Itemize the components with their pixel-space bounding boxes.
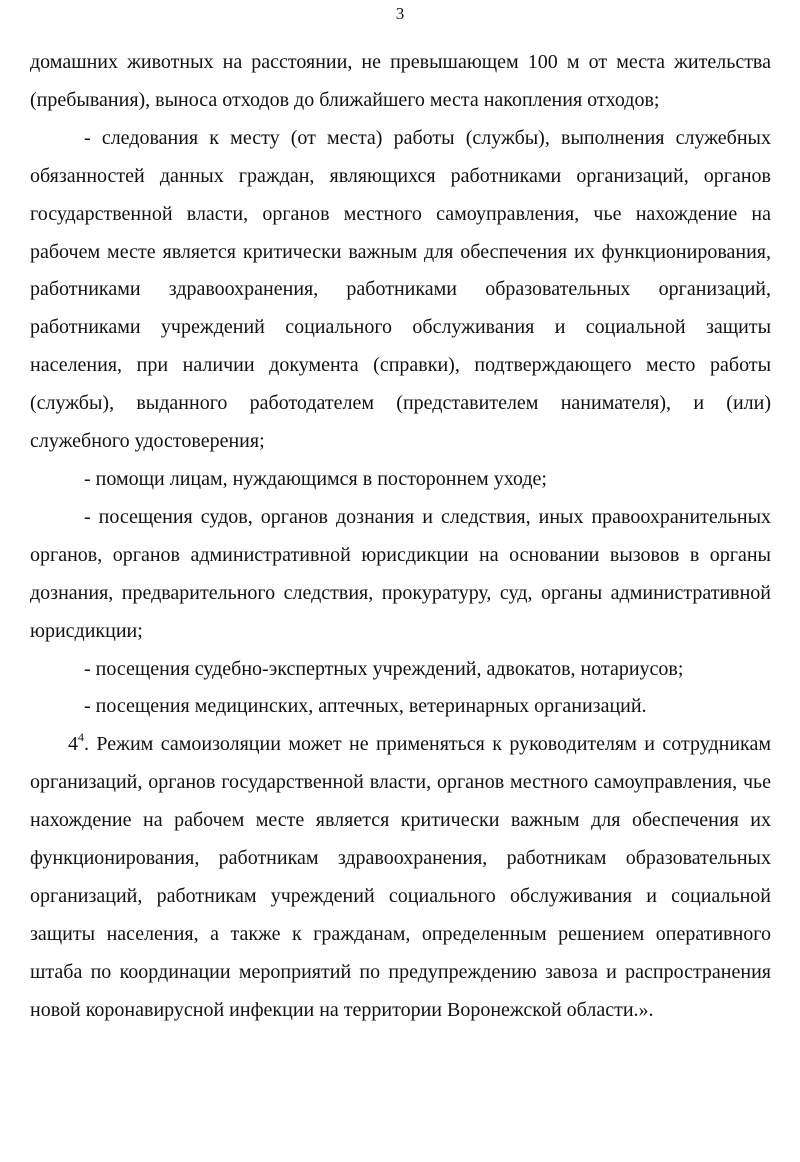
document-body [30, 44, 771, 1030]
list-item-legal-visits: - посещения судебно-экспертных учреждений, адвокатов, нотариусов; [84, 657, 684, 680]
list-item-medical-visits: - посещения медицинских, аптечных, ветеринарных организаций. [84, 695, 647, 718]
clause-superscript: 4 [78, 729, 84, 744]
list-item-work-travel: - следования к месту (от места) работы (службы), выполнения служебных обязанностей данных граждан, являющихся работниками организаций, органов государственной власти, органов местного самоуправления, чье нахождение на рабочем месте является критически важным для обеспечения их функционирования, работниками здравоохранения, работниками образовательных организаций, работниками учреждений социального обслуживания и социальной защиты населения, при наличии документа (справки), подтверждающего место работы (службы), выданного работодателем (представителем нанимателя), и (или) служебного удостоверения; [30, 126, 771, 453]
page-number: 3 [395, 4, 405, 23]
list-item-court-visits: - посещения судов, органов дознания и следствия, иных правоохранительных органов, органов административной юрисдикции на основании вызовов в органы дознания, предварительного следствия, прокуратуру, суд, органы административной юрисдикции; [30, 505, 771, 642]
list-item-care-assistance: - помощи лицам, нуждающимся в постороннем уходе; [84, 467, 547, 490]
paragraph-continuation: домашних животных на расстоянии, не превышающем 100 м от места жительства (пребывания), выноса отходов до ближайшего места накопления отходов; [30, 51, 771, 111]
clause-4-4 [30, 726, 771, 1029]
clause-number: 4 [68, 733, 78, 756]
clause-text: . Режим самоизоляции может не применяться к руководителям и сотрудникам организаций, органов государственной власти, органов местного самоуправления, чье нахождение на рабочем месте является критически важным для обеспечения их функционирования, работникам здравоохранения, работникам образовательных организаций, работникам учреждений социального обслуживания и социальной защиты населения, а также к гражданам, определенным решением оперативного штаба по координации мероприятий по предупреждению завоза и распространения новой коронавирусной инфекции на территории Воронежской области.». [30, 733, 771, 1021]
